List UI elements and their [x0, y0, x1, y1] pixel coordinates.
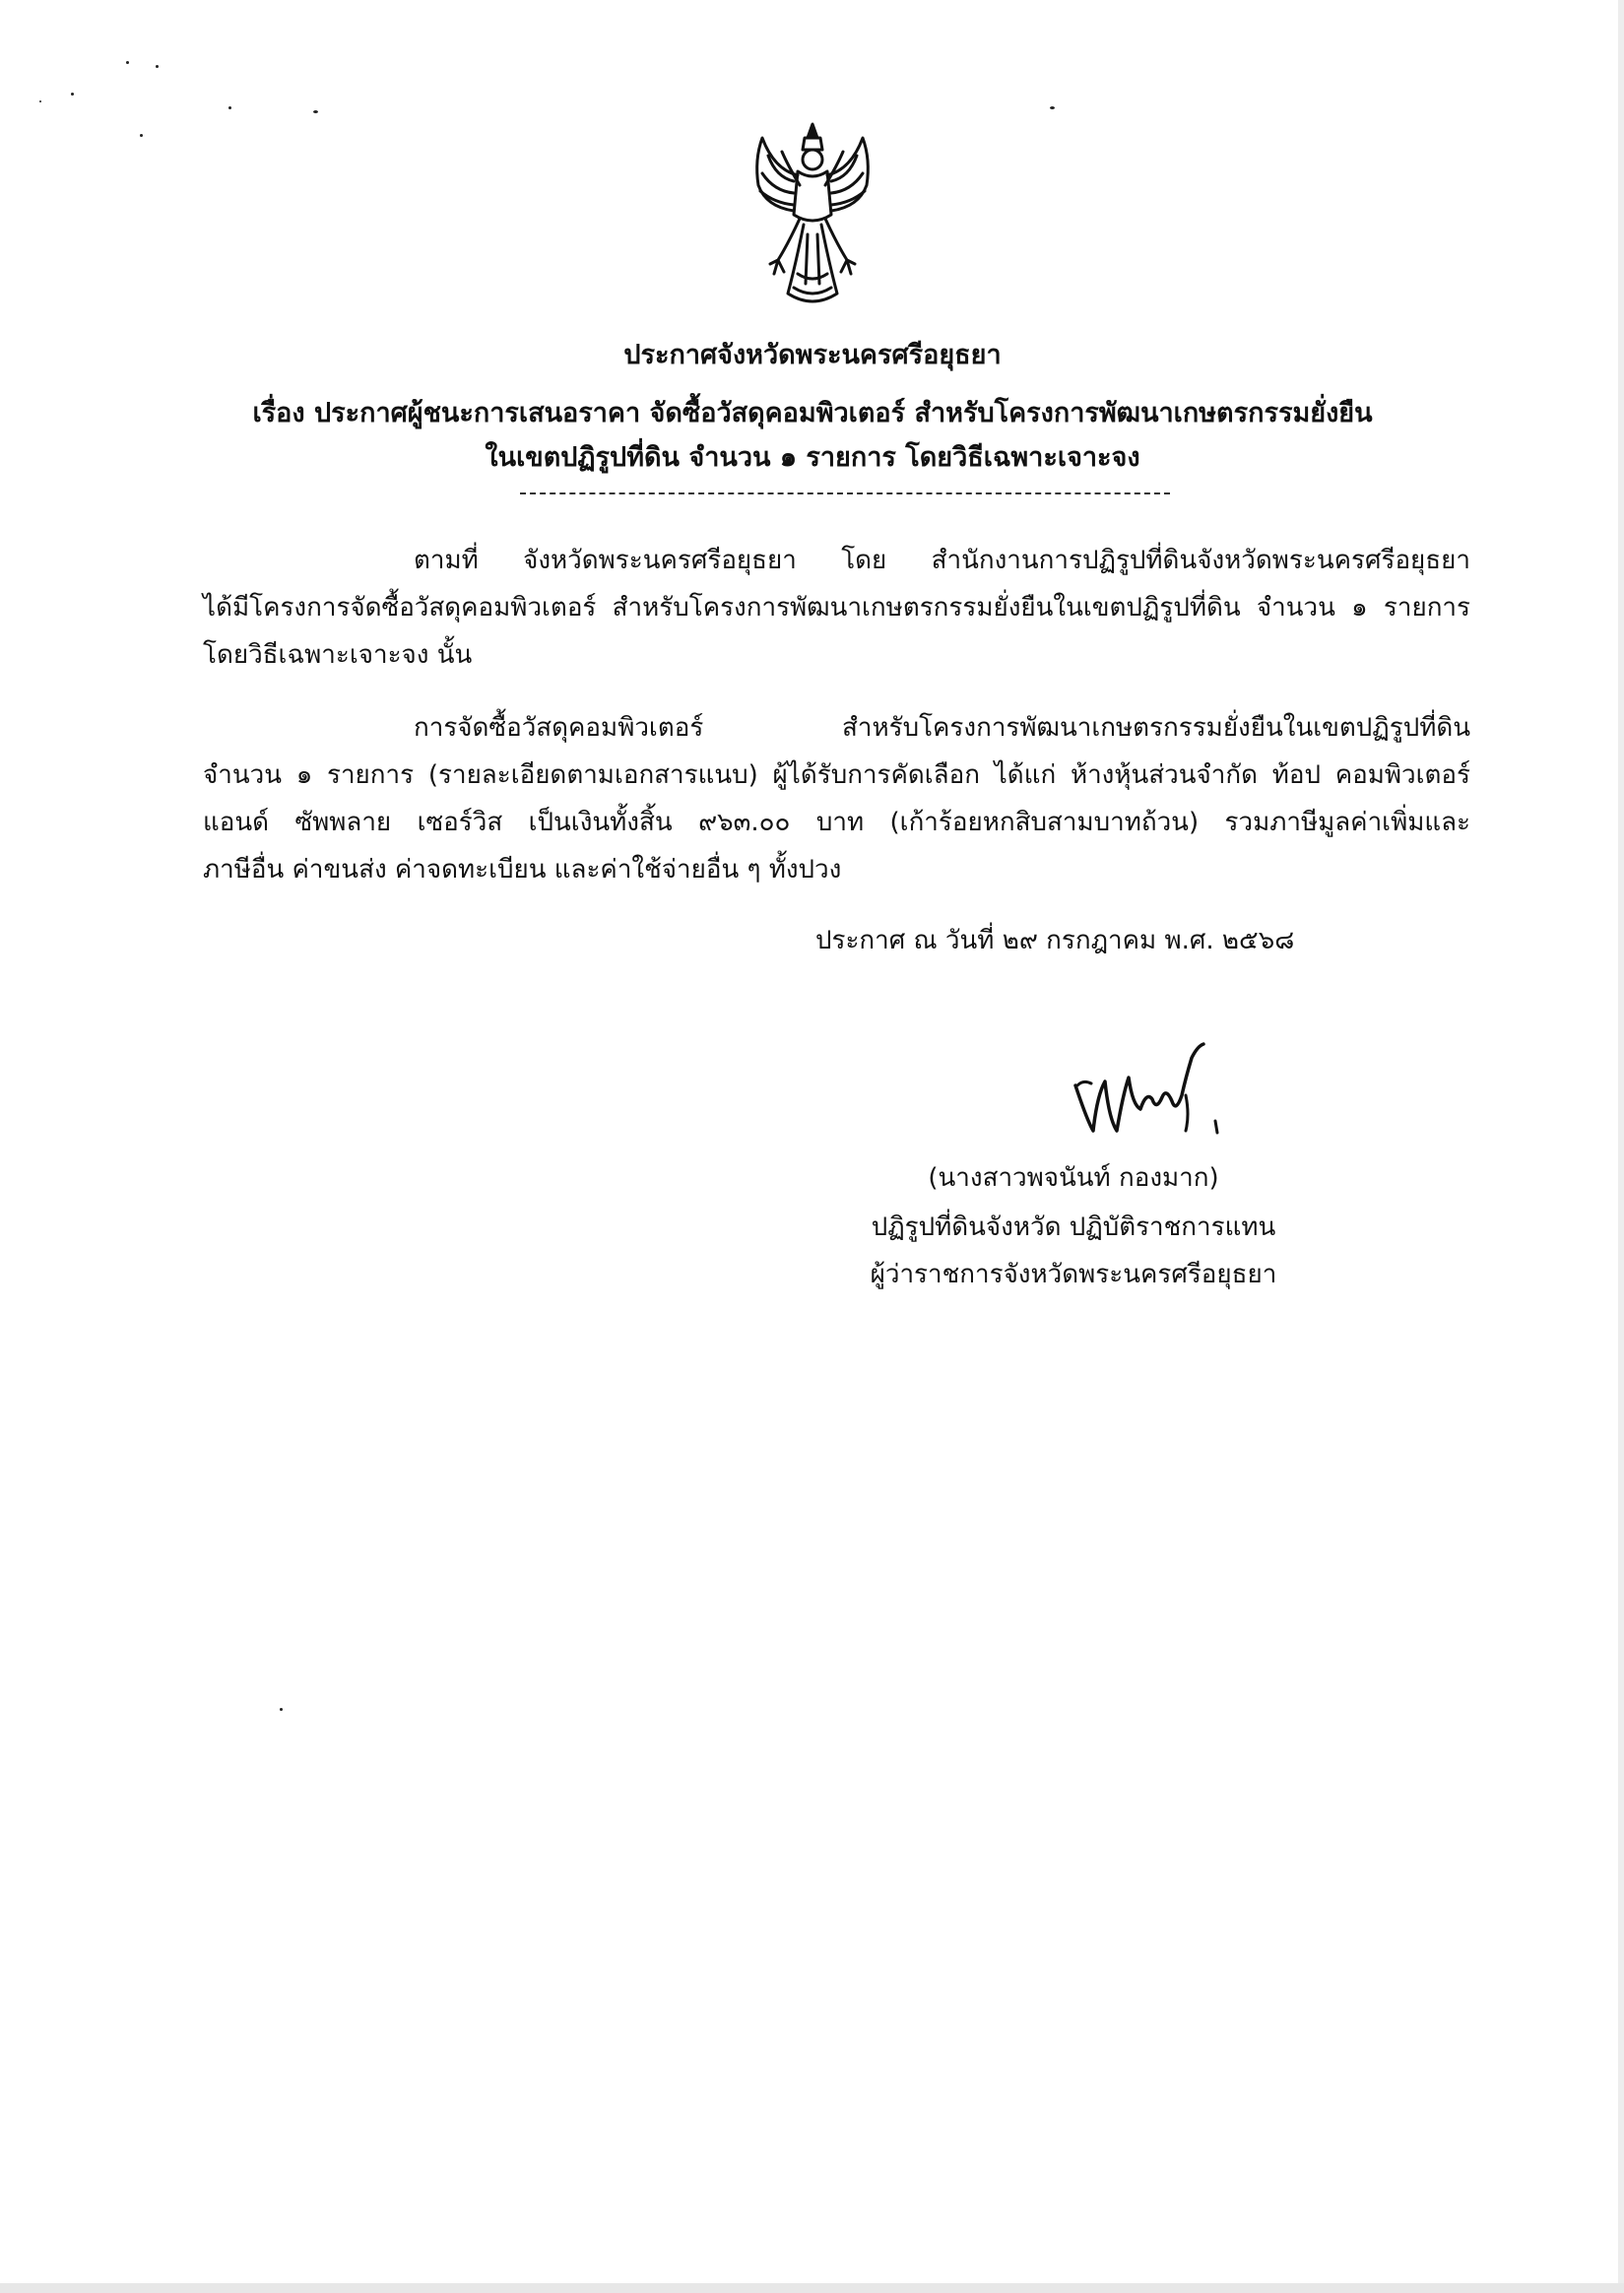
- document-title: ประกาศจังหวัดพระนครศรีอยุธยา: [623, 340, 1002, 370]
- scan-speck: [126, 61, 129, 64]
- subject-line-1: เรื่อง ประกาศผู้ชนะการเสนอราคา จัดซื้อวัสดุคอมพิวเตอร์ สำหรับโครงการพัฒนาเกษตรกรรมยั่งยืน: [252, 398, 1373, 428]
- scan-speck: [140, 134, 143, 137]
- paragraph-1-line-1: ตามที่ จังหวัดพระนครศรีอยุธยา โดย สำนักงานการปฏิรูปที่ดินจังหวัดพระนครศรีอยุธยา: [414, 546, 1470, 575]
- header-divider: [520, 492, 1170, 494]
- subject-line-2: ในเขตปฏิรูปที่ดิน จำนวน ๑ รายการ โดยวิธีเฉพาะเจาะจง: [485, 442, 1140, 473]
- handwritten-signature: [1064, 1036, 1231, 1145]
- signer-authority: ผู้ว่าราชการจังหวัดพระนครศรีอยุธยา: [870, 1260, 1277, 1289]
- scan-speck: [156, 65, 159, 68]
- scan-edge-right: [1618, 0, 1624, 2293]
- scan-speck: [313, 110, 318, 113]
- paragraph-2-line-2: จำนวน ๑ รายการ (รายละเอียดตามเอกสารแนบ) ผู้ได้รับการคัดเลือก ได้แก่ ห้างหุ้นส่วนจำกัด ท้อป คอมพิวเตอร์: [203, 760, 1470, 790]
- paragraph-2-line-1: การจัดซื้อวัสดุคอมพิวเตอร์ สำหรับโครงการพัฒนาเกษตรกรรมยั่งยืนในเขตปฏิรูปที่ดิน: [414, 713, 1470, 743]
- paragraph-1-line-3: โดยวิธีเฉพาะเจาะจง นั้น: [203, 640, 473, 670]
- signer-position: ปฏิรูปที่ดินจังหวัด ปฏิบัติราชการแทน: [871, 1212, 1276, 1242]
- announcement-date: ประกาศ ณ วันที่ ๒๙ กรกฎาคม พ.ศ. ๒๕๖๘: [815, 926, 1295, 955]
- garuda-emblem-icon: [748, 116, 877, 313]
- paragraph-1-line-2: ได้มีโครงการจัดซื้อวัสดุคอมพิวเตอร์ สำหรับโครงการพัฒนาเกษตรกรรมยั่งยืนในเขตปฏิรูปที่ดิน จำนวน ๑ รายการ: [203, 593, 1470, 622]
- paragraph-2-line-3: แอนด์ ซัพพลาย เซอร์วิส เป็นเงินทั้งสิ้น ๙๖๓.๐๐ บาท (เก้าร้อยหกสิบสามบาทถ้วน) รวมภาษีมูลค่าเพิ่มและ: [203, 808, 1470, 837]
- scan-speck: [228, 106, 231, 109]
- signer-name: (นางสาวพจนันท์ กองมาก): [928, 1163, 1219, 1193]
- scan-edge-bottom: [0, 2283, 1624, 2293]
- scan-speck: [280, 1708, 283, 1711]
- scan-speck: [39, 100, 41, 102]
- paragraph-2-line-4: ภาษีอื่น ค่าขนส่ง ค่าจดทะเบียน และค่าใช้จ่ายอื่น ๆ ทั้งปวง: [203, 855, 842, 884]
- scan-speck: [71, 93, 74, 96]
- scan-speck: [1050, 106, 1055, 109]
